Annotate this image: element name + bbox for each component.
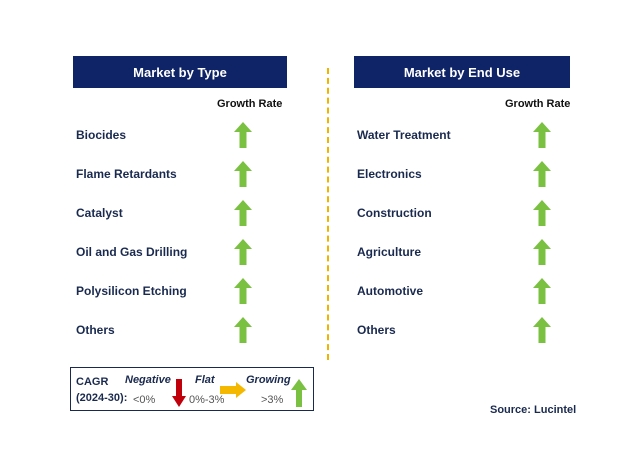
- market-by-end-use-header: Market by End Use: [354, 56, 570, 88]
- market-by-type-header: Market by Type: [73, 56, 287, 88]
- arrow-up-icon: [234, 239, 252, 265]
- legend-growing-range: >3%: [261, 394, 284, 406]
- right-row-label: Construction: [357, 206, 432, 220]
- arrow-down-icon: [172, 379, 186, 407]
- panel-divider: [327, 68, 329, 360]
- right-row-label: Others: [357, 323, 396, 337]
- arrow-up-icon: [533, 239, 551, 265]
- arrow-up-icon: [533, 161, 551, 187]
- legend-cagr-label: CAGR: [76, 376, 109, 388]
- arrow-up-icon: [533, 317, 551, 343]
- legend-negative-label: Negative: [125, 374, 171, 386]
- arrow-up-icon: [234, 278, 252, 304]
- left-row-label: Others: [76, 323, 115, 337]
- arrow-up-icon: [291, 379, 307, 407]
- arrow-up-icon: [234, 122, 252, 148]
- legend-flat-range: 0%-3%: [189, 394, 225, 406]
- arrow-up-icon: [533, 122, 551, 148]
- left-growth-rate-label: Growth Rate: [217, 98, 283, 110]
- arrow-up-icon: [234, 200, 252, 226]
- left-row-label: Oil and Gas Drilling: [76, 245, 188, 259]
- right-row-label: Agriculture: [357, 245, 422, 259]
- right-row-label: Automotive: [357, 284, 423, 298]
- legend-period-label: (2024-30):: [76, 392, 128, 404]
- cagr-legend: [70, 367, 314, 411]
- legend-growing-label: Growing: [246, 374, 291, 386]
- left-row-label: Catalyst: [76, 206, 123, 220]
- legend-negative-range: <0%: [133, 394, 156, 406]
- arrow-up-icon: [234, 317, 252, 343]
- legend-flat-label: Flat: [195, 374, 215, 386]
- arrow-right-icon: [220, 382, 246, 398]
- arrow-up-icon: [533, 200, 551, 226]
- source-note: Source: Lucintel: [490, 404, 577, 416]
- right-row-label: Water Treatment: [357, 128, 451, 142]
- left-row-label: Polysilicon Etching: [76, 284, 187, 298]
- arrow-up-icon: [533, 278, 551, 304]
- left-row-label: Biocides: [76, 128, 127, 142]
- left-row-label: Flame Retardants: [76, 167, 177, 181]
- right-growth-rate-label: Growth Rate: [505, 98, 571, 110]
- right-row-label: Electronics: [357, 167, 422, 181]
- arrow-up-icon: [234, 161, 252, 187]
